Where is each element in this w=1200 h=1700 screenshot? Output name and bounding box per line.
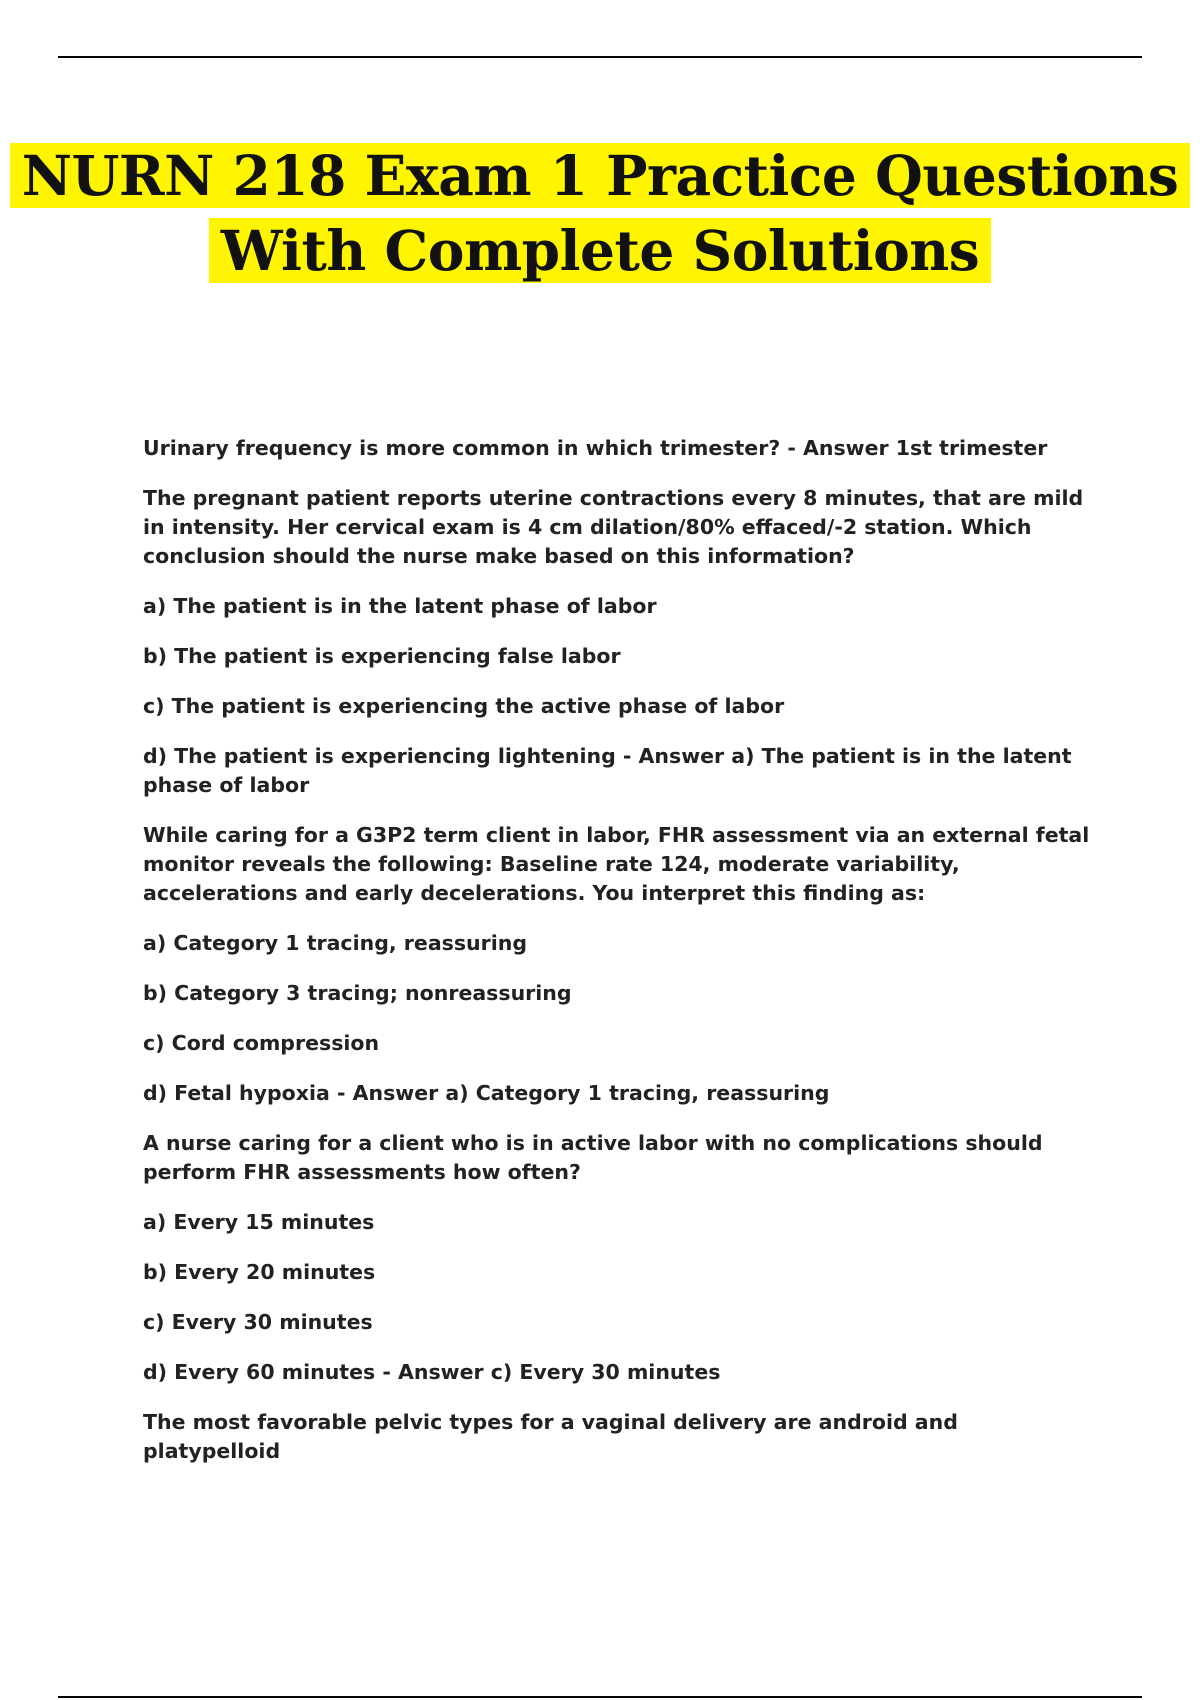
question-3-option-c: c) Cord compression (143, 1031, 380, 1055)
question-3-option-b: b) Category 3 tracing; nonreassuring (143, 981, 572, 1005)
title-highlight: NURN 218 Exam 1 Practice Questions With Complete Solutions (10, 143, 1191, 283)
document-body (143, 434, 1098, 1487)
question-4-option-a: a) Every 15 minutes (143, 1210, 375, 1234)
question-2-option-d-answer: d) The patient is experiencing lightening - Answer a) The patient is in the latent phase of labor (143, 744, 1072, 797)
question-4-option-b: b) Every 20 minutes (143, 1260, 376, 1284)
question-4-stem: A nurse caring for a client who is in active labor with no complications should perform FHR assessments how often? (143, 1131, 1043, 1184)
question-3-stem: While caring for a G3P2 term client in labor, FHR assessment via an external fetal monitor reveals the following: Baseline rate 124, moderate variability, accelerations and early decelerations. You interpret this finding as: (143, 823, 1090, 905)
footer-rule (58, 1696, 1142, 1698)
question-1: Urinary frequency is more common in which trimester? - Answer 1st trimester (143, 436, 1048, 460)
question-4-option-c: c) Every 30 minutes (143, 1310, 373, 1334)
question-3-option-d-answer: d) Fetal hypoxia - Answer a) Category 1 tracing, reassuring (143, 1081, 830, 1105)
question-2-option-b: b) The patient is experiencing false labor (143, 644, 621, 668)
question-4-option-d-answer: d) Every 60 minutes - Answer c) Every 30 minutes (143, 1360, 721, 1384)
question-3-option-a: a) Category 1 tracing, reassuring (143, 931, 528, 955)
question-5: The most favorable pelvic types for a vaginal delivery are android and platypelloid (143, 1410, 958, 1463)
document-title (0, 138, 1200, 288)
question-2-stem: The pregnant patient reports uterine contractions every 8 minutes, that are mild in intensity. Her cervical exam is 4 cm dilation/80% effaced/-2 station. Which conclusion should the nurse make based on this information? (143, 486, 1084, 568)
question-2-option-a: a) The patient is in the latent phase of labor (143, 594, 657, 618)
question-2-option-c: c) The patient is experiencing the active phase of labor (143, 694, 785, 718)
header-rule (58, 56, 1142, 58)
